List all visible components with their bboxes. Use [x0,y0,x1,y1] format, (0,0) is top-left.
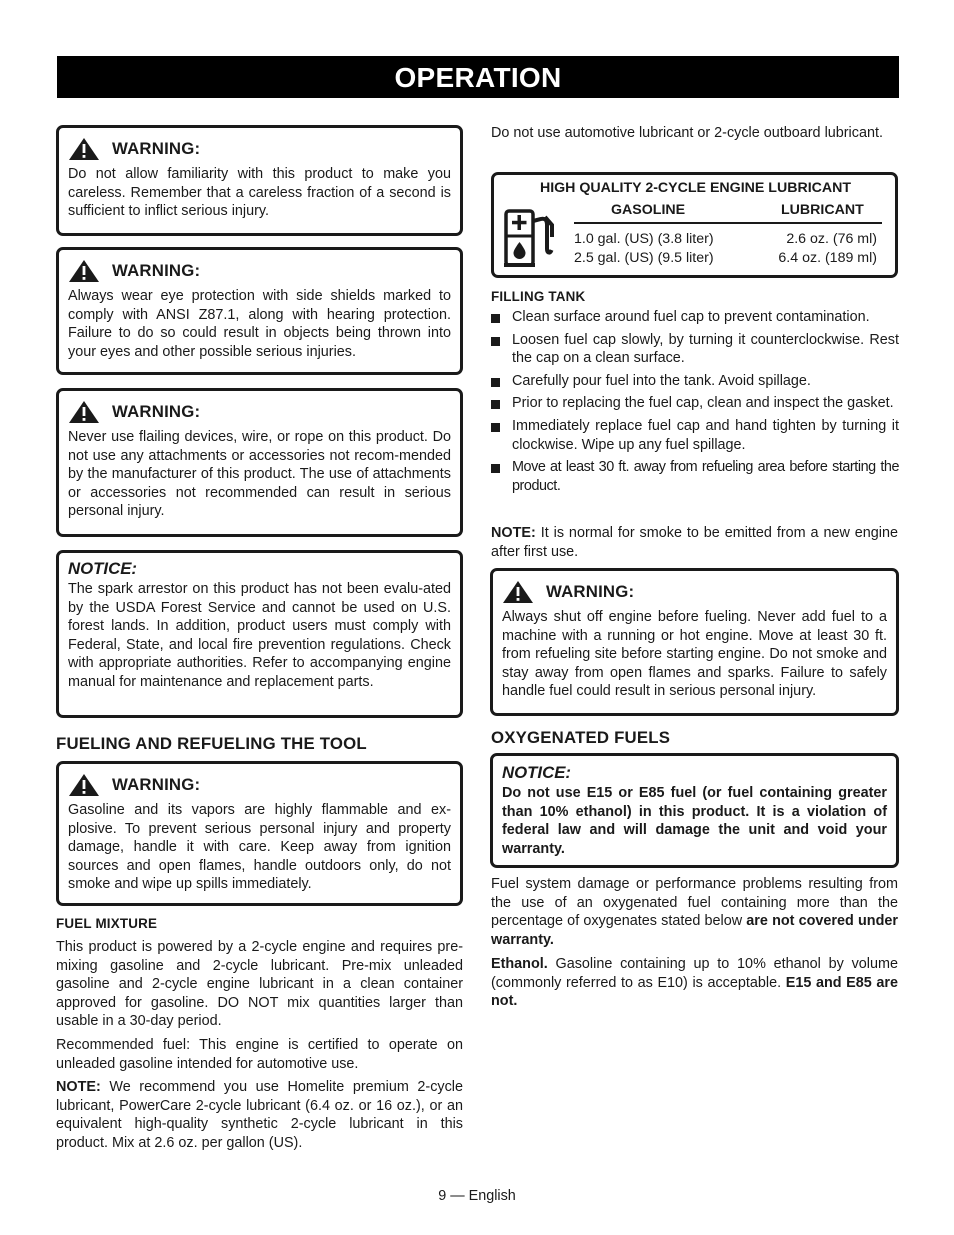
note-text: It is normal for smoke to be emitted from a new engine after first use. [491,525,898,560]
warning-box-eye-protection [56,247,463,375]
warning-box-flailing-devices [56,388,463,537]
oxygenated-fuel-paragraph [491,875,898,949]
filling-tank-heading: FILLING TANK [491,289,586,304]
bullet-square-icon [491,400,500,409]
gasoline-value: 2.5 gal. (US) (9.5 liter) [574,250,714,266]
ethanol-paragraph [491,955,898,1011]
warning-label: WARNING: [112,138,201,158]
list-item-text: Move at least 30 ft. away from refueling area before starting the product. [512,459,899,494]
warning-box-shut-off-engine [490,568,899,716]
notice-label: NOTICE: [502,763,571,782]
warning-box-gasoline [56,761,463,906]
warning-text: Do not allow familiarity with this product to make you careless. Remember that a careless fraction of a second is sufficient to inflict serious injury. [68,166,451,220]
warning-triangle-icon [69,774,99,796]
lubricant-intro: Do not use automotive lubricant or 2-cycle outboard lubricant. [491,125,883,141]
note-label: NOTE: [491,525,536,541]
list-item-text: Immediately replace fuel cap and hand tighten by turning it clockwise. Wipe up any fuel spillage. [512,417,899,453]
fuel-mixture-note [56,1078,463,1152]
oxygenated-text: Fuel system damage or performance problems resulting from the use of an oxygenated fuel containing more than the percentage of oxygenates stated below [491,876,898,930]
bullet-square-icon [491,337,500,346]
notice-text: Do not use E15 or E85 fuel (or fuel containing greater than 10% ethanol) in this product. It is a violation of federal law and will damage the unit and void your warranty. [502,785,887,857]
page-footer: 9 — English [438,1188,516,1204]
filling-tank-note [491,524,898,561]
notice-label: NOTICE: [68,559,137,578]
warning-heading [68,138,451,160]
warning-heading [68,774,451,796]
recommended-fuel-paragraph: Recommended fuel: This engine is certified to operate on unleaded gasoline intended for automotive use. [56,1037,463,1072]
fuel-mixture-paragraph: This product is powered by a 2-cycle engine and requires pre-mixing gasoline and 2-cycle lubricant. Pre-mix unleaded gasoline and 2-cycle engine lubricant in a clean container approved for gasoline. DO NOT mix quantities larger than usable in a 30-day period. [56,939,463,1030]
list-item [490,372,899,391]
table-divider [574,222,882,224]
warning-triangle-icon [69,138,99,160]
bullet-square-icon [491,423,500,432]
list-item [490,394,899,413]
note-text: We recommend you use Homelite premium 2-cycle lubricant, PowerCare 2-cycle lubricant (6.4 oz. or 16 oz.), or an equivalent high-quality synthetic 2-cycle lubricant in this product. Mix at 2.6 oz. per gallon (US). [56,1079,463,1151]
ethanol-text: Gasoline containing up to 10% ethanol by volume (commonly referred to as E10) is acceptable. [491,956,898,991]
warning-label: WARNING: [112,401,201,421]
bullet-square-icon [491,378,500,387]
warning-text: Gasoline and its vapors are highly flammable and ex-plosive. To prevent serious personal injury and property damage, handle it with care. Keep away from ignition sources and open flames, handle outdoors only, do not smoke and wipe up spills immediately. [68,802,451,893]
warning-label: WARNING: [112,260,201,280]
warning-triangle-icon [69,401,99,423]
warning-label: WARNING: [546,581,635,601]
list-item-text: Clean surface around fuel cap to prevent contamination. [512,309,870,325]
page-title: OPERATION [57,56,899,98]
notice-box-spark-arrestor [56,550,463,718]
list-item-text: Prior to replacing the fuel cap, clean and inspect the gasket. [512,395,894,412]
notice-box-e15-e85 [490,753,899,868]
note-label: NOTE: [56,1079,101,1095]
warning-triangle-icon [69,260,99,282]
gasoline-column-header: GASOLINE [611,202,686,218]
warning-box-familiarity [56,125,463,236]
list-item [490,417,899,454]
list-item-text: Loosen fuel cap slowly, by turning it counterclockwise. Rest the cap on a clean surface. [512,331,899,367]
warning-text: Always wear eye protection with side shields marked to comply with ANSI Z87.1, along with hearing protection. Failure to do so could result in objects being thrown into your eyes and other possible serious injuries. [68,288,451,360]
warning-triangle-icon [503,581,533,603]
warning-heading [68,260,451,282]
ethanol-label: Ethanol. [491,956,548,972]
lubricant-value: 6.4 oz. (189 ml) [778,250,877,266]
lubricant-value: 2.6 oz. (76 ml) [786,231,877,247]
oxygenated-fuels-heading: OXYGENATED FUELS [491,728,671,747]
fuel-pump-icon [503,209,555,269]
bullet-square-icon [491,464,500,473]
notice-text: The spark arrestor on this product has not been evalu-ated by the USDA Forest Service and cannot be used on U.S. forest lands. In addition, product users must comply with Federal, State, and local fire prevention regulations. Check with appropriate authorities. Refer to accompanying engine manual for maintenance and replacement parts. [68,581,451,690]
bullet-square-icon [491,314,500,323]
list-item [490,331,899,368]
warning-text: Always shut off engine before fueling. Never add fuel to a machine with a running or hot engine. Move at least 30 ft. from refueling site before starting engine. Do not smoke and stay away from open flames and sparks. Failure to safely handle fuel could result in serious personal injury. [502,609,887,700]
warning-text: Never use flailing devices, wire, or rope on this product. Do not use any attachments or accessories not recom-mended by the manufacturer of this product. The use of attachments or accessories not recommended can result in serious personal injury. [68,429,451,520]
filling-tank-list [490,308,899,499]
warning-label: WARNING: [112,774,201,794]
list-item [490,308,899,327]
list-item [490,458,899,495]
fueling-section-heading: FUELING AND REFUELING THE TOOL [56,734,367,753]
fuel-mixture-heading: FUEL MIXTURE [56,916,158,931]
lubricant-column-header: LUBRICANT [781,202,864,218]
warning-heading [68,401,451,423]
lubricant-table-title: HIGH QUALITY 2-CYCLE ENGINE LUBRICANT [539,180,852,196]
list-item-text: Carefully pour fuel into the tank. Avoid spillage. [512,372,811,389]
gasoline-value: 1.0 gal. (US) (3.8 liter) [574,231,714,247]
ethanol-bold-text: E15 and E85 are not. [491,974,898,1010]
warning-heading [502,581,887,603]
lubricant-table [491,172,898,278]
oxygenated-bold-text: are not covered under warranty. [491,913,898,948]
